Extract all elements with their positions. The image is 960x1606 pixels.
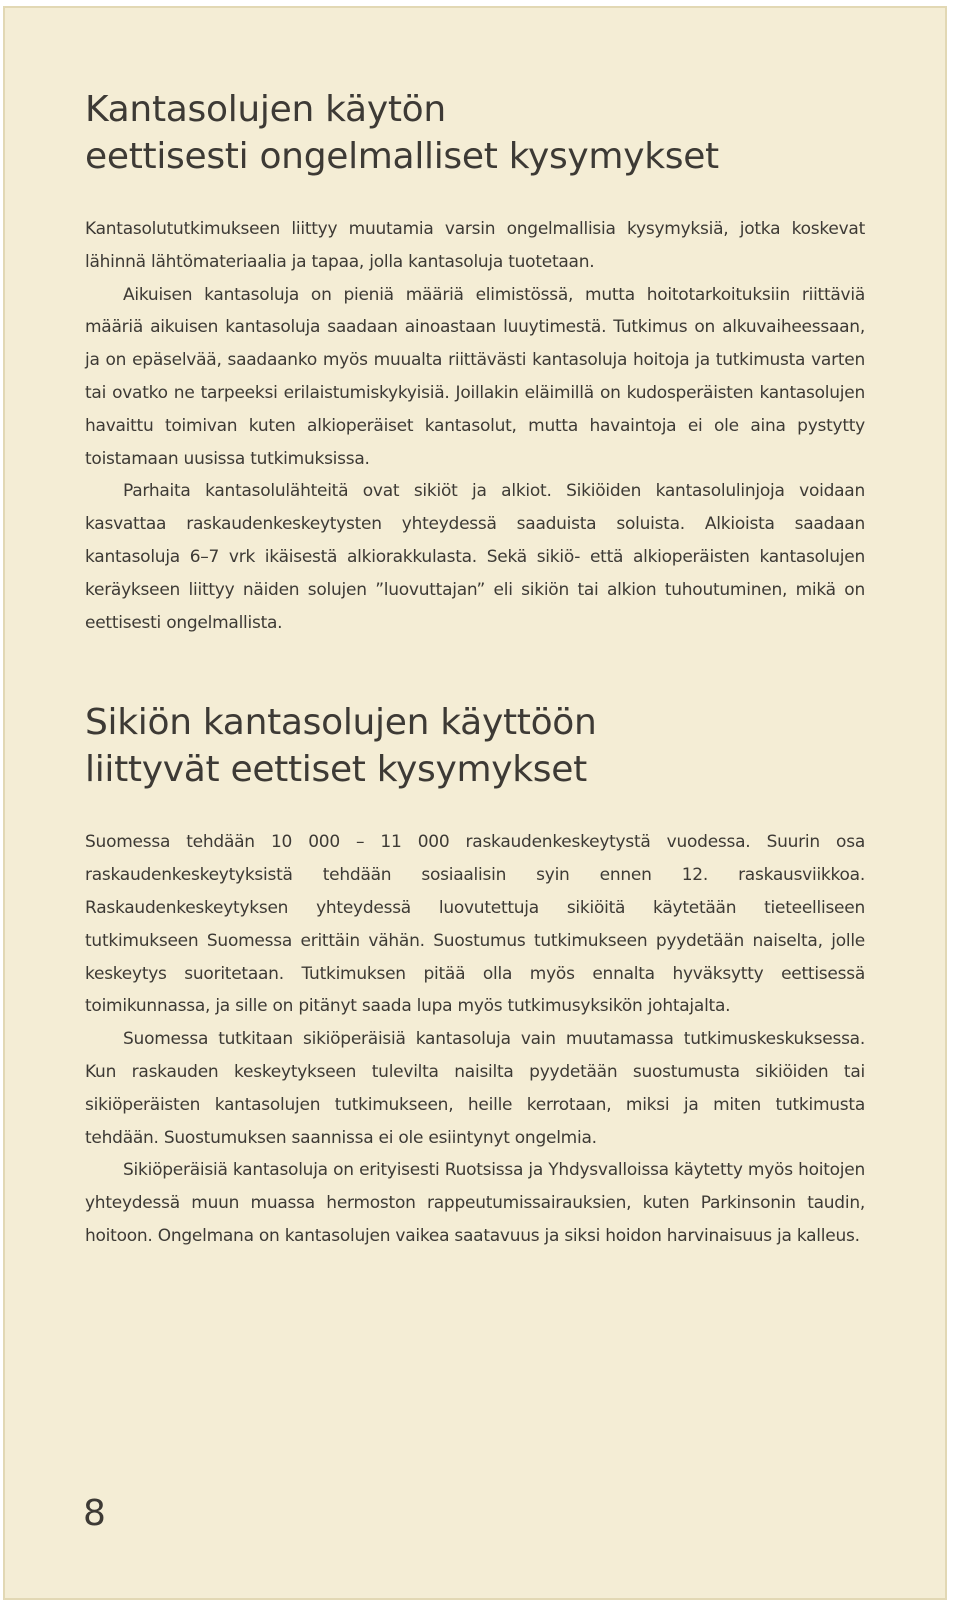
section1-body — [85, 213, 865, 639]
section1-heading-line2: eettisesti ongelmalliset kysymykset — [85, 136, 719, 177]
page-content — [85, 86, 865, 1253]
section2-paragraph-2: Suomessa tutkitaan sikiöperäisiä kantasoluja vain muutamassa tutkimuskeskuksessa. Kun raskauden keskeytykseen tulevilta naisilta pyydetään suostumusta sikiöiden tai sikiöperäisten kantasolujen tutkimukseen, heille kerrotaan, miksi ja miten tutkimusta tehdään. Suostumuksen saannissa ei ole esiintynyt ongelmia. — [85, 1029, 865, 1148]
section1-paragraph-3: Parhaita kantasolulähteitä ovat sikiöt ja alkiot. Sikiöiden kantasolulinjoja voidaan kasvattaa raskaudenkeskeytysten yhteydessä saaduista soluista. Alkioista saadaan kantasoluja 6–7 vrk ikäisestä alkiorakkulasta. Sekä sikiö- että alkioperäisten kantasolujen keräykseen liittyy näiden solujen ”luovuttajan” eli sikiön tai alkion tuhoutuminen, mikä on eettisesti ongelmallista. — [85, 481, 865, 633]
document-page — [3, 6, 947, 1600]
section2-heading — [85, 699, 865, 793]
section2-paragraph-3: Sikiöperäisiä kantasoluja on erityisesti Ruotsissa ja Yhdysvalloissa käytetty myös hoitojen yhteydessä muun muassa hermoston rappeutumissairauksien, kuten Parkinsonin taudin, hoitoon. Ongelmana on kantasolujen vaikea saatavuus ja siksi hoidon harvinaisuus ja kalleus. — [85, 1160, 865, 1246]
section2-body — [85, 826, 865, 1252]
page-number: 8 — [83, 1493, 106, 1534]
section1-paragraph-1: Kantasolututkimukseen liittyy muutamia varsin ongelmallisia kysymyksiä, jotka koskevat lähinnä lähtömateriaalia ja tapaa, jolla kantasoluja tuotetaan. — [85, 219, 865, 272]
section-fetal-stem-cell-ethics — [85, 699, 865, 1252]
section1-heading — [85, 86, 865, 180]
section2-paragraph-1: Suomessa tehdään 10 000 – 11 000 raskaudenkeskeytystä vuodessa. Suurin osa raskaudenkeskeytyksistä tehdään sosiaalisin syin ennen 12. raskausviikkoa. Raskaudenkeskeytyksen yhteydessä luovutettuja sikiöitä käytetään tieteelliseen tutkimukseen Suomessa erittäin vähän. Suostumus tutkimukseen pyydetään naiselta, jolle keskeytys suoritetaan. Tutkimuksen pitää olla myös ennalta hyväksytty eettisessä toimikunnassa, ja sille on pitänyt saada lupa myös tutkimusyksikön johtajalta. — [85, 832, 865, 1017]
section2-heading-line1: Sikiön kantasolujen käyttöön — [85, 702, 597, 744]
section-ethical-issues-stem-cells — [85, 86, 865, 639]
section1-heading-line1: Kantasolujen käytön — [85, 89, 446, 130]
section1-paragraph-2: Aikuisen kantasoluja on pieniä määriä elimistössä, mutta hoitotarkoituksiin riittäviä määriä aikuisen kantasoluja saadaan ainoastaan luuytimestä. Tutkimus on alkuvaiheessaan, ja on epäselvää, saadaanko myös muualta riittävästi kantasoluja hoitoja ja tutkimusta varten tai ovatko ne tarpeeksi erilaistumiskykyisiä. Joillakin eläimillä on kudosperäisten kantasolujen havaittu toimivan kuten alkioperäiset kantasolut, mutta havaintoja ei ole aina pystytty toistamaan uusissa tutkimuksissa. — [85, 284, 865, 469]
section2-heading-line2: liittyvät eettiset kysymykset — [85, 749, 587, 791]
